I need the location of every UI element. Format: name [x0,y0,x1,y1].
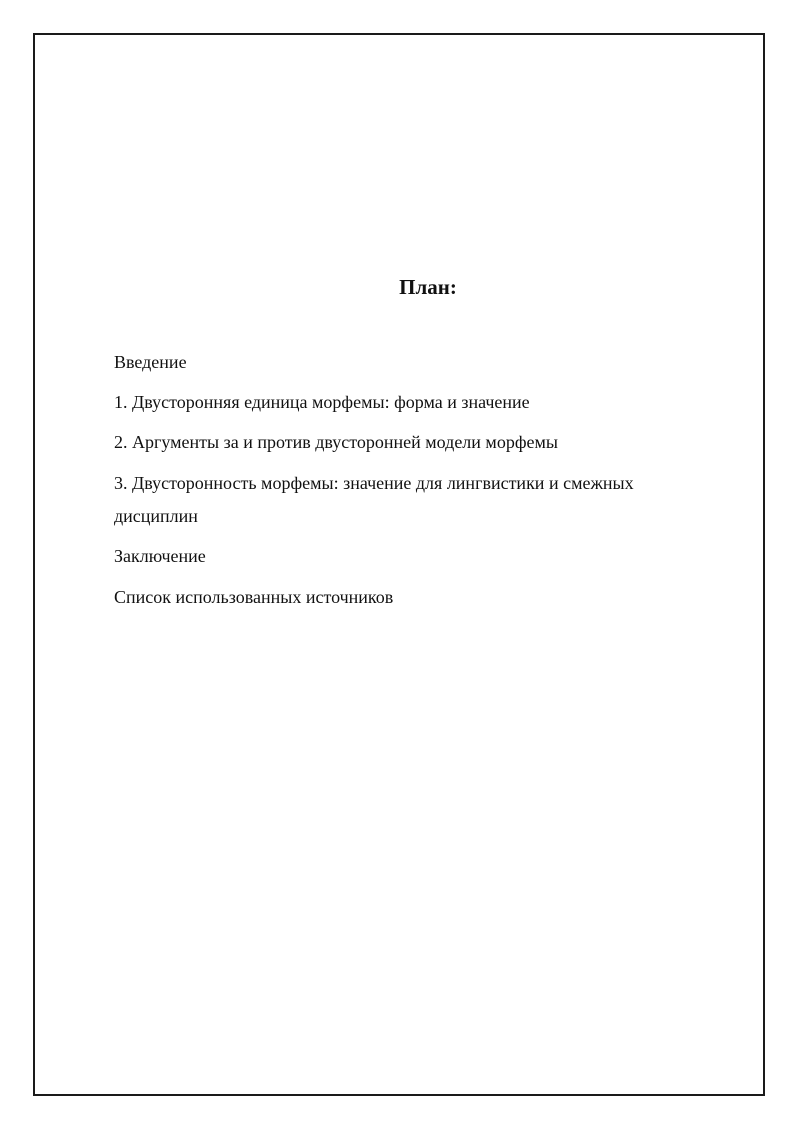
toc-item-conclusion: Заключение [114,546,206,566]
toc-item-section-3: 3. Двусторонность морфемы: значение для лингвистики и смежных дисциплин [114,473,634,526]
toc-item-references: Список использованных источников [114,587,394,607]
toc-item-section-2: 2. Аргументы за и против двусторонней модели морфемы [114,432,558,452]
toc-item-introduction: Введение [114,352,187,372]
page-title: План: [399,275,457,299]
toc-item-section-1: 1. Двусторонняя единица морфемы: форма и значение [114,392,530,412]
